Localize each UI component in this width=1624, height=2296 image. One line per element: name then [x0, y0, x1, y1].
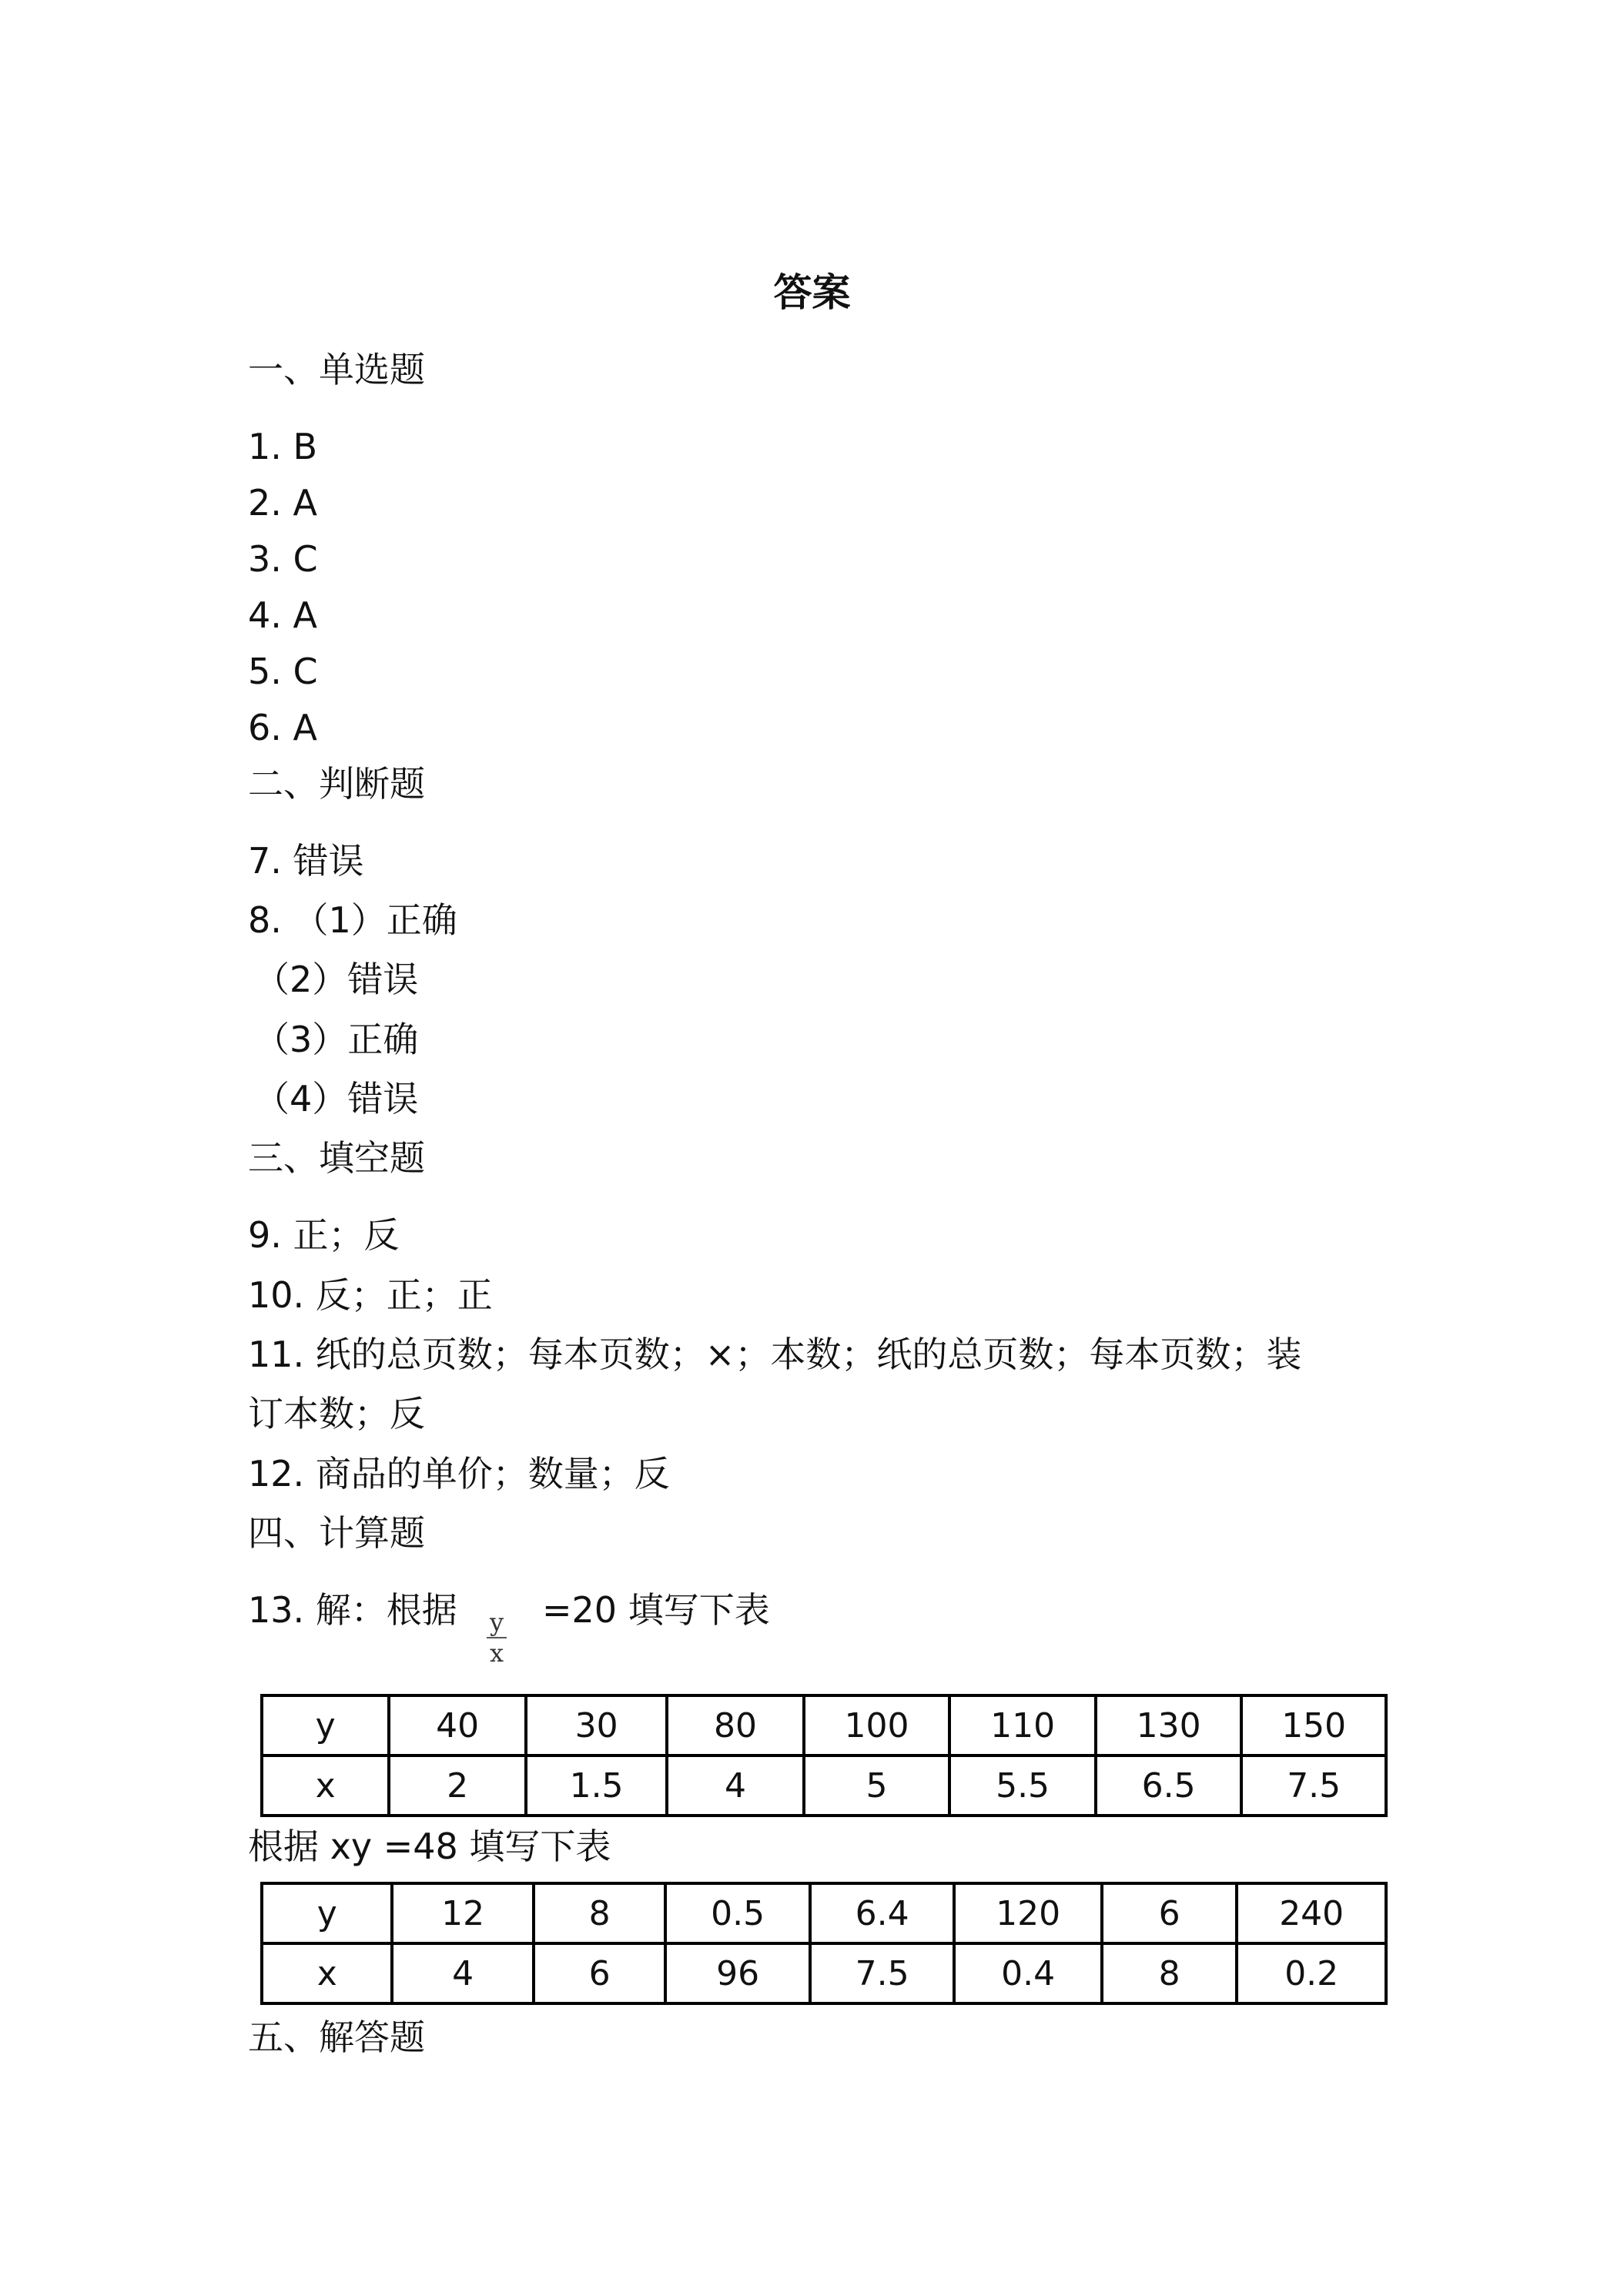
fraction-numerator: y [489, 1608, 504, 1637]
answer-line-8-part-4: （4）错误 [254, 1078, 419, 1120]
answer-line-13: 13. 解：根据 [248, 1589, 457, 1631]
table-cell: 6.5 [1096, 1755, 1242, 1816]
table-cell: 1.5 [526, 1755, 668, 1816]
answer-line-11: 11. 纸的总页数；每本页数；×；本数；纸的总页数；每本页数；装 [248, 1334, 1302, 1375]
table-cell: 8 [534, 1883, 665, 1943]
table-cell: 110 [949, 1695, 1096, 1755]
answer-line-1: 1. B [248, 426, 318, 467]
table-cell: 5.5 [949, 1755, 1096, 1816]
answer-line-10: 10. 反；正；正 [248, 1274, 493, 1316]
table-cell: 30 [526, 1695, 668, 1755]
section-heading-true-false: 二、判断题 [248, 763, 425, 805]
section-heading-calculation: 四、计算题 [248, 1512, 425, 1554]
fraction-y-over-x [487, 1609, 507, 1666]
section-heading-word-problems: 五、解答题 [248, 2017, 425, 2058]
table-cell: 120 [954, 1883, 1102, 1943]
table-cell: 6 [1102, 1883, 1237, 1943]
answer-line-11-cont: 订本数；反 [248, 1393, 425, 1434]
table-cell: 4 [392, 1943, 533, 2003]
answer-line-8-part-3: （3）正确 [254, 1019, 419, 1060]
table-cell: 2 [389, 1755, 525, 1816]
answer-line-9: 9. 正；反 [248, 1214, 400, 1256]
table-cell: 96 [665, 1943, 810, 2003]
answer-line-2: 2. A [248, 482, 317, 524]
table-cell: 130 [1096, 1695, 1242, 1755]
answer-line-12: 12. 商品的单价；数量；反 [248, 1453, 670, 1494]
table-cell: 6.4 [810, 1883, 955, 1943]
table-cell: 7.5 [810, 1943, 955, 2003]
table-cell: 240 [1237, 1883, 1386, 1943]
table-cell: 6 [534, 1943, 665, 2003]
table-cell: 12 [392, 1883, 533, 1943]
answer-line-7: 7. 错误 [248, 840, 364, 882]
answer-line-3: 3. C [248, 538, 318, 580]
answer-line-13-equation: =20 填写下表 [542, 1589, 770, 1631]
section-heading-fill-blank: 三、填空题 [248, 1137, 425, 1179]
table-direct-proportion [260, 1694, 1388, 1817]
table-cell: 80 [667, 1695, 803, 1755]
table-cell: x [262, 1943, 392, 2003]
table-cell: 0.4 [954, 1943, 1102, 2003]
answer-line-4: 4. A [248, 594, 317, 636]
table-cell: 40 [389, 1695, 525, 1755]
section-heading-single-choice: 一、单选题 [248, 349, 425, 390]
table-cell: 8 [1102, 1943, 1237, 2003]
table-inverse-proportion [260, 1882, 1388, 2005]
table-cell: 0.5 [665, 1883, 810, 1943]
table-cell: x [262, 1755, 389, 1816]
table-cell: 100 [804, 1695, 950, 1755]
table-cell: y [262, 1695, 389, 1755]
table-cell: y [262, 1883, 392, 1943]
answer-line-8: 8. （1）正确 [248, 899, 457, 941]
table-cell: 7.5 [1241, 1755, 1386, 1816]
answer-line-5: 5. C [248, 651, 318, 692]
answer-line-6: 6. A [248, 707, 317, 748]
fraction-denominator: x [489, 1638, 504, 1668]
page-title: 答案 [773, 270, 851, 315]
table-row [262, 1943, 1386, 2003]
table-cell: 5 [804, 1755, 950, 1816]
answer-line-13-second-table-intro: 根据 xy =48 填写下表 [248, 1826, 611, 1867]
answer-line-8-part-2: （2）错误 [254, 959, 419, 1000]
table-row [262, 1755, 1386, 1816]
table-cell: 0.2 [1237, 1943, 1386, 2003]
table-row [262, 1695, 1386, 1755]
table-row [262, 1883, 1386, 1943]
table-cell: 4 [667, 1755, 803, 1816]
table-cell: 150 [1241, 1695, 1386, 1755]
